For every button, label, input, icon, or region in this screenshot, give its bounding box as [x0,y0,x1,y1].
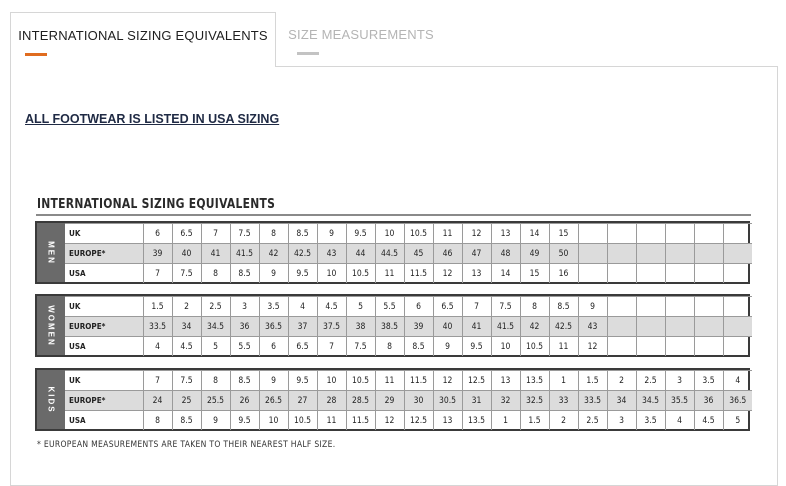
size-cell: 9 [433,337,462,357]
size-cell: 50 [549,244,578,264]
size-cell: 16 [549,264,578,284]
size-cell: 42 [520,317,549,337]
size-cell: 8.5 [172,411,201,431]
size-cell: 9.5 [230,411,259,431]
size-cell: 36.5 [723,391,752,411]
size-cell: 24 [143,391,172,411]
size-cell: 3 [607,411,636,431]
size-cell: 7 [143,264,172,284]
size-cell: 47 [462,244,491,264]
size-cell: 10.5 [404,224,433,244]
size-cell: 33 [549,391,578,411]
size-cell: 8.5 [230,264,259,284]
group-label-text: MEN [46,240,56,265]
size-cell: 4.5 [172,337,201,357]
row-header: USA [65,264,143,284]
size-cell: 2 [607,371,636,391]
size-cell: 12.5 [462,371,491,391]
size-cell: 13.5 [462,411,491,431]
size-cell: 12 [433,264,462,284]
size-cell: 3 [665,371,694,391]
size-cell: 12 [462,224,491,244]
tab-label: INTERNATIONAL SIZING EQUIVALENTS [18,28,268,43]
size-cell: 4 [723,371,752,391]
size-cell: 7 [317,337,346,357]
size-cell: 4 [665,411,694,431]
size-cell: 9.5 [288,371,317,391]
size-cell: 5 [723,411,752,431]
size-cell: 48 [491,244,520,264]
size-cell: 10.5 [288,411,317,431]
size-cell: 8.5 [230,371,259,391]
size-cell: 30.5 [433,391,462,411]
size-cell: 8.5 [288,224,317,244]
size-cell: 8 [201,371,230,391]
tab-bar [0,0,786,67]
size-cell: 11 [433,224,462,244]
size-cell: 6 [404,297,433,317]
size-cell: 6.5 [172,224,201,244]
size-cell: 41.5 [491,317,520,337]
size-cell: 6 [143,224,172,244]
size-cell: 10.5 [520,337,549,357]
size-cell: 39 [143,244,172,264]
size-cell: 8 [259,224,288,244]
size-cell: 38 [346,317,375,337]
size-cell: 3.5 [694,371,723,391]
size-cell: 28 [317,391,346,411]
size-cell: 3 [230,297,259,317]
row-header: UK [65,224,143,244]
size-cell: 13 [433,411,462,431]
size-cell: 10.5 [346,371,375,391]
size-cell: 14 [520,224,549,244]
size-cell: 13 [462,264,491,284]
size-cell: 34 [607,391,636,411]
inactive-tab-indicator [297,52,319,55]
size-cell: 43 [578,317,607,337]
size-cell: 11.5 [404,371,433,391]
section-title: INTERNATIONAL SIZING EQUIVALENTS [37,197,276,212]
size-cell: 43 [317,244,346,264]
row-header: USA [65,337,143,357]
size-cell: 41.5 [230,244,259,264]
size-cell: 44 [346,244,375,264]
size-cell: 7.5 [172,371,201,391]
size-cell: 11 [375,371,404,391]
size-cell: 1.5 [520,411,549,431]
size-cell: 7 [462,297,491,317]
size-cell: 38.5 [375,317,404,337]
size-cell: 34.5 [636,391,665,411]
size-cell: 11.5 [404,264,433,284]
size-cell: 5.5 [230,337,259,357]
size-cell: 49 [520,244,549,264]
size-cell: 3.5 [259,297,288,317]
size-cell: 42.5 [288,244,317,264]
size-cell: 2 [172,297,201,317]
size-cell: 1 [549,371,578,391]
size-cell: 26.5 [259,391,288,411]
size-cell: 4.5 [694,411,723,431]
size-cell: 2.5 [201,297,230,317]
size-cell: 8 [201,264,230,284]
size-cell: 9.5 [462,337,491,357]
group-label-text: KIDS [46,385,56,414]
size-cell: 10 [375,224,404,244]
size-cell: 11.5 [346,411,375,431]
size-cell: 12.5 [404,411,433,431]
size-cell: 33.5 [578,391,607,411]
tab-label: SIZE MEASUREMENTS [288,27,434,42]
size-cell: 7.5 [491,297,520,317]
usa-sizing-notice-link[interactable]: ALL FOOTWEAR IS LISTED IN USA SIZING [25,112,280,126]
size-cell: 9 [317,224,346,244]
size-cell: 36 [230,317,259,337]
size-cell: 10 [317,264,346,284]
size-cell: 11 [549,337,578,357]
size-cell: 6.5 [288,337,317,357]
size-cell: 31 [462,391,491,411]
size-cell: 35.5 [665,391,694,411]
size-cell: 7 [143,371,172,391]
size-cell: 6 [259,337,288,357]
size-cell: 34.5 [201,317,230,337]
row-header: UK [65,371,143,391]
size-cell: 12 [578,337,607,357]
size-cell: 9 [578,297,607,317]
size-cell: 46 [433,244,462,264]
size-cell: 1.5 [143,297,172,317]
size-cell: 45 [404,244,433,264]
size-cell: 14 [491,264,520,284]
size-cell: 8 [375,337,404,357]
size-cell: 1 [491,411,520,431]
group-label-text: WOMEN [46,304,56,347]
size-cell: 25.5 [201,391,230,411]
size-cell: 33.5 [143,317,172,337]
size-cell: 10.5 [346,264,375,284]
size-cell: 2.5 [578,411,607,431]
size-cell: 7.5 [172,264,201,284]
tab-panel [10,66,778,486]
size-cell: 41 [462,317,491,337]
size-cell: 10 [317,371,346,391]
size-cell: 27 [288,391,317,411]
size-cell: 4 [143,337,172,357]
size-cell: 9 [201,411,230,431]
row-header: UK [65,297,143,317]
size-cell: 37 [288,317,317,337]
tab-size-measurements[interactable] [276,12,446,67]
size-cell: 32 [491,391,520,411]
size-cell: 8 [143,411,172,431]
size-cell: 13.5 [520,371,549,391]
size-cell: 5 [346,297,375,317]
active-tab-indicator [25,53,47,56]
size-cell: 13 [491,224,520,244]
size-cell: 10 [259,411,288,431]
size-cell: 4 [288,297,317,317]
row-header: EUROPE* [65,391,143,411]
size-cell: 12 [375,411,404,431]
size-cell: 5 [201,337,230,357]
size-cell: 2.5 [636,371,665,391]
footnote: * EUROPEAN MEASUREMENTS ARE TAKEN TO THEIR NEAREST HALF SIZE. [37,440,336,450]
size-cell: 13 [491,371,520,391]
row-header: EUROPE* [65,317,143,337]
size-cell: 2 [549,411,578,431]
row-header: EUROPE* [65,244,143,264]
size-cell: 42 [259,244,288,264]
size-cell: 29 [375,391,404,411]
size-cell: 42.5 [549,317,578,337]
size-cell: 28.5 [346,391,375,411]
row-header: USA [65,411,143,431]
size-cell: 15 [520,264,549,284]
size-cell: 37.5 [317,317,346,337]
size-cell: 9.5 [288,264,317,284]
size-cell: 3.5 [636,411,665,431]
size-cell: 36.5 [259,317,288,337]
size-cell: 25 [172,391,201,411]
size-cell: 6.5 [433,297,462,317]
size-cell: 9.5 [346,224,375,244]
tab-international-sizing-equivalents[interactable] [10,12,276,67]
size-cell: 12 [433,371,462,391]
size-cell: 39 [404,317,433,337]
size-cell: 7 [201,224,230,244]
size-cell: 8.5 [404,337,433,357]
size-cell: 8.5 [549,297,578,317]
size-cell: 40 [433,317,462,337]
size-cell: 44.5 [375,244,404,264]
size-cell: 1.5 [578,371,607,391]
size-cell: 36 [694,391,723,411]
size-cell: 41 [201,244,230,264]
size-cell: 10 [491,337,520,357]
size-cell: 32.5 [520,391,549,411]
size-cell: 34 [172,317,201,337]
size-cell: 7.5 [346,337,375,357]
size-cell: 5.5 [375,297,404,317]
size-cell: 30 [404,391,433,411]
size-cell: 8 [520,297,549,317]
size-cell: 11 [375,264,404,284]
size-cell: 26 [230,391,259,411]
size-cell: 40 [172,244,201,264]
size-cell: 4.5 [317,297,346,317]
size-cell: 15 [549,224,578,244]
size-cell: 9 [259,264,288,284]
size-cell: 7.5 [230,224,259,244]
size-cell: 9 [259,371,288,391]
size-cell: 11 [317,411,346,431]
